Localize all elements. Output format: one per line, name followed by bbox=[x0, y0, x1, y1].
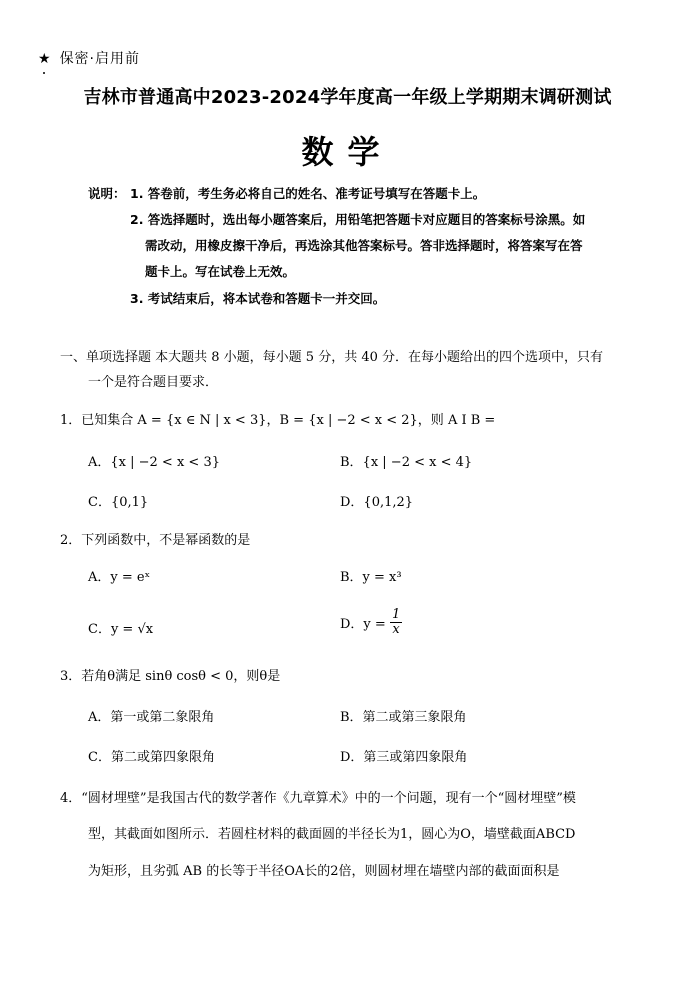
fraction-numerator: 1 bbox=[391, 607, 401, 622]
question-stem-line-3: 为矩形，且劣弧 AB 的长等于半径OA长的2倍，则圆材埋在墙壁内部的截面面积是 bbox=[88, 864, 560, 879]
q1-option-c: C．{0,1} bbox=[88, 495, 149, 510]
fraction bbox=[390, 608, 402, 637]
question-number: 3． bbox=[60, 669, 82, 684]
star-icon: ★ bbox=[38, 51, 52, 67]
exam-title: 吉林市普通高中2023-2024学年度高一年级上学期期末调研测试 bbox=[83, 87, 612, 108]
q3-option-d: D．第三或第四象限角 bbox=[340, 750, 468, 765]
instruction-3: 3. 考试结束后，将本试卷和答题卡一并交回。 bbox=[130, 291, 386, 306]
question-1 bbox=[60, 409, 495, 428]
fraction-denominator: x bbox=[392, 622, 400, 637]
confidential-mark bbox=[38, 48, 140, 68]
question-stem-line-2: 型，其截面如图所示．若圆柱材料的截面圆的半径长为1，圆心为O，墙壁截面ABCD bbox=[88, 827, 576, 842]
question-number: 1． bbox=[60, 413, 82, 428]
question-stem-line-1: “圆材埋壁”是我国古代的数学著作《九章算术》中的一个问题，现有一个“圆材埋壁”模 bbox=[81, 791, 576, 806]
question-stem: 下列函数中，不是幂函数的是 bbox=[81, 533, 251, 548]
q1-option-b: B．{x | −2 < x < 4} bbox=[340, 455, 473, 470]
question-number: 2． bbox=[60, 533, 82, 548]
q2-option-a: A．y = eˣ bbox=[88, 570, 151, 585]
question-2 bbox=[60, 529, 250, 548]
q3-option-a: A．第一或第二象限角 bbox=[88, 710, 215, 725]
q2-option-c: C．y = √x bbox=[88, 622, 154, 637]
question-3 bbox=[60, 665, 280, 684]
question-number: 4． bbox=[60, 791, 82, 806]
question-4 bbox=[60, 787, 576, 806]
q1-option-d: D．{0,1,2} bbox=[340, 495, 414, 510]
instruction-1: 1. 答卷前，考生务必将自己的姓名、准考证号填写在答题卡上。 bbox=[130, 186, 486, 201]
option-label: D．y = bbox=[340, 617, 390, 632]
dot-mark bbox=[43, 72, 45, 74]
question-stem: 若角θ满足 sinθ cosθ < 0，则θ是 bbox=[81, 669, 281, 684]
confidential-label: 保密·启用前 bbox=[59, 51, 141, 67]
q1-option-a: A．{x | −2 < x < 3} bbox=[88, 455, 220, 470]
question-stem: 已知集合 A = {x ∈ N | x < 3}，B = {x | −2 < x < 2}，则 A I B = bbox=[81, 413, 496, 428]
section-heading-cont: 一个是符合题目要求． bbox=[88, 375, 219, 390]
instruction-2-cont2: 题卡上。写在试卷上无效。 bbox=[145, 264, 296, 279]
q2-option-b: B．y = x³ bbox=[340, 570, 402, 585]
q2-option-d bbox=[340, 608, 402, 637]
q3-option-b: B．第二或第三象限角 bbox=[340, 710, 467, 725]
instruction-2-cont: 需改动，用橡皮擦干净后，再选涂其他答案标号。答非选择题时，将答案写在答 bbox=[145, 238, 583, 253]
q3-option-c: C．第二或第四象限角 bbox=[88, 750, 215, 765]
section-heading: 一、单项选择题 本大题共 8 小题，每小题 5 分，共 40 分．在每小题给出的四个选项中，只有 bbox=[60, 350, 604, 365]
instruction-2: 2. 答选择题时，选出每小题答案后，用铅笔把答题卡对应题目的答案标号涂黑。如 bbox=[130, 212, 586, 227]
instructions-label: 说明： bbox=[88, 186, 126, 201]
subject-title: 数学 bbox=[301, 133, 394, 171]
